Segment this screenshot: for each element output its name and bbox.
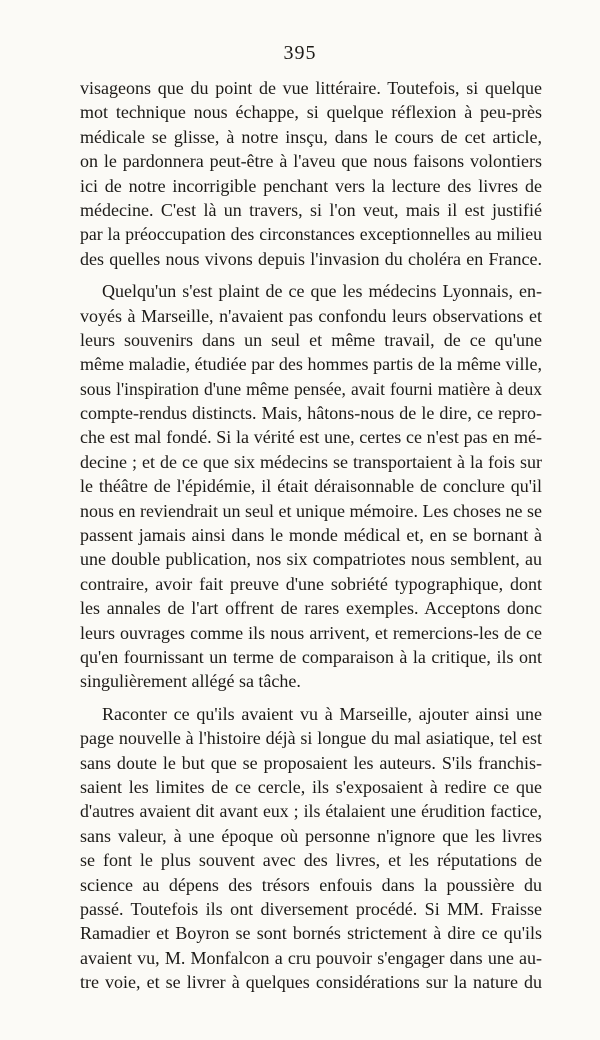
text-line: saient les limites de ce cercle, ils s'exposaient à redire ce que [80, 776, 542, 797]
text-line: passent jamais ainsi dans le monde médical et, en se bornant à [80, 525, 542, 546]
text-line: ici de notre incorrigible penchant vers la lecture des livres de [80, 175, 542, 196]
text-line: le théâtre de l'épidémie, il était déraisonnable de conclure qu'il [80, 476, 542, 497]
text-line: compte-rendus distincts. Mais, hâtons-nous de le dire, ce repro- [80, 403, 542, 424]
text-line: page nouvelle à l'histoire déjà si longue du mal asiatique, tel est [80, 728, 542, 749]
text-line: une double publication, nos six compatriotes nous semblent, au [80, 549, 542, 570]
text-line: se font le plus souvent avec des livres, et les réputations de [80, 850, 542, 871]
text-line: science au dépens des trésors enfouis dans la poussière du [80, 874, 542, 895]
text-line: sans doute le but que se proposaient les auteurs. S'ils franchis- [80, 752, 542, 773]
text-line: même maladie, étudiée par des hommes partis de la même ville, [80, 354, 542, 375]
text-line: tre voie, et se livrer à quelques considérations sur la nature du [80, 972, 542, 993]
paragraph-2 [80, 279, 542, 694]
text-line: sans valeur, à une époque où personne n'ignore que les livres [80, 825, 542, 846]
body-text [80, 76, 542, 994]
text-line: mot technique nous échappe, si quelque réflexion à peu-près [80, 102, 542, 123]
text-line: decine ; et de ce que six médecins se transportaient à la fois sur [80, 451, 542, 472]
page-number: 395 [283, 42, 317, 64]
text-line: singulièrement allégé sa tâche. [80, 671, 301, 692]
text-line: médicale se glisse, à notre insçu, dans le cours de cet article, [80, 126, 542, 147]
text-line: leurs souvenirs dans un seul et même travail, de ce qu'une [80, 329, 542, 350]
text-line: leurs ouvrages comme ils nous arrivent, et remercions-les de ce [80, 622, 542, 643]
paragraph-3 [80, 702, 542, 995]
text-line: Quelqu'un s'est plaint de ce que les médecins Lyonnais, en- [102, 281, 542, 302]
text-line: nous en reviendrait un seul et unique mémoire. Les choses ne se [80, 500, 542, 521]
text-line: les annales de l'art offrent de rares exemples. Acceptons donc [80, 598, 542, 619]
text-line: on le pardonnera peut-être à l'aveu que nous faisons volontiers [80, 151, 542, 172]
text-line: des quelles nous vivons depuis l'invasion du choléra en France. [80, 248, 542, 269]
text-line: avaient vu, M. Monfalcon a cru pouvoir s'engager dans une au- [80, 947, 542, 968]
text-line: visageons que du point de vue littéraire. Toutefois, si quelque [80, 78, 542, 98]
text-line: sous l'inspiration d'une même pensée, avait fourni matière à deux [80, 378, 542, 399]
text-line: qu'en fournissant un terme de comparaison à la critique, ils ont [80, 646, 542, 667]
text-line: passé. Toutefois ils ont diversement procédé. Si MM. Fraisse [80, 898, 542, 919]
paragraph-1 [80, 76, 542, 271]
text-line: che est mal fondé. Si la vérité est une, certes ce n'est pas en mé- [80, 427, 542, 448]
text-line: par la préoccupation des circonstances exceptionnelles au milieu [80, 224, 542, 245]
text-line: d'autres avaient dit avant eux ; ils étalaient une érudition factice, [80, 801, 542, 822]
text-line: médecine. C'est là un travers, si l'on veut, mais il est justifié [80, 199, 542, 220]
text-line: contraire, avoir fait preuve d'une sobriété typographique, dont [80, 573, 542, 594]
text-line: voyés à Marseille, n'avaient pas confondu leurs observations et [80, 305, 542, 326]
text-line: Raconter ce qu'ils avaient vu à Marseille, ajouter ainsi une [102, 703, 542, 724]
text-line: Ramadier et Boyron se sont bornés strictement à dire ce qu'ils [80, 923, 542, 944]
